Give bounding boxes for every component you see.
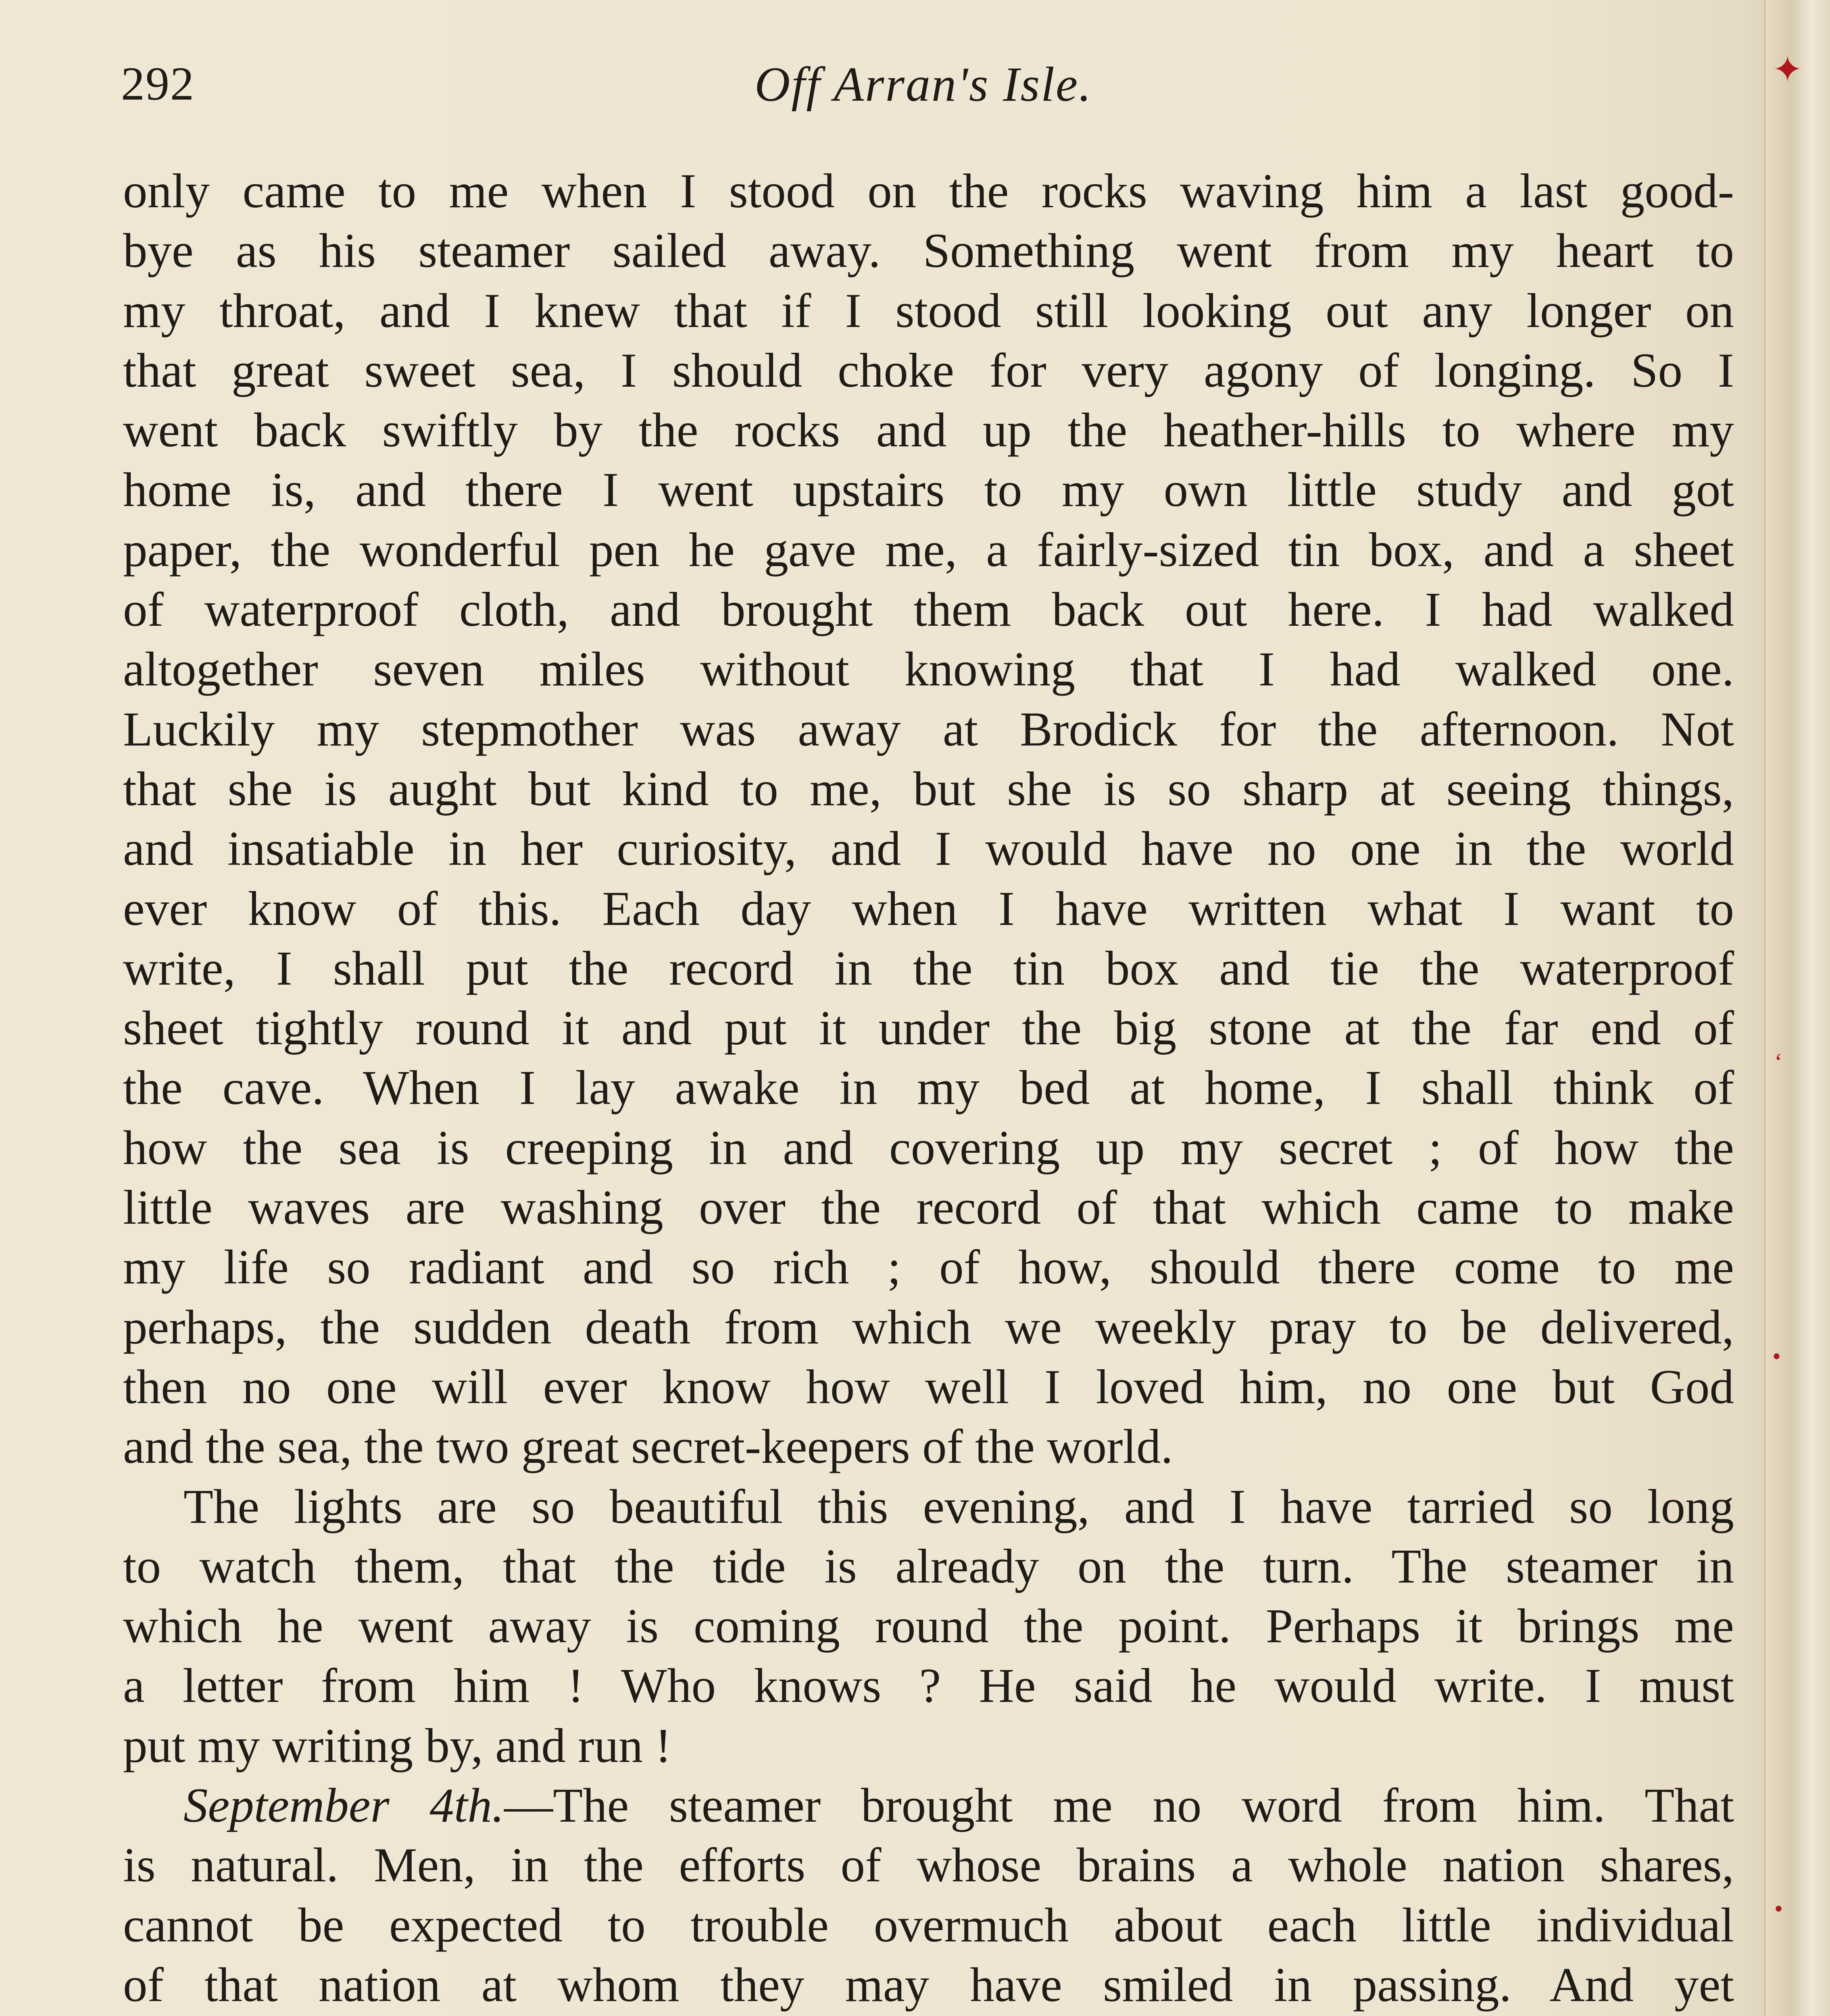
- line-text: the cave. When I lay awake in my bed at home, I shall think of: [123, 1061, 1734, 1115]
- text-line: [123, 1058, 1734, 1118]
- text-line: [123, 1716, 1734, 1776]
- line-text: only came to me when I stood on the rocks waving him a last good-: [123, 164, 1734, 218]
- line-text: and the sea, the two great secret-keepers of the world.: [123, 1420, 1173, 1474]
- text-line: [123, 1776, 1734, 1835]
- line-text: altogether seven miles without knowing that I had walked one.: [123, 642, 1734, 697]
- line-text: little waves are washing over the record of that which came to make: [123, 1181, 1734, 1235]
- text-line: [123, 221, 1734, 281]
- red-ink-mark: •: [1772, 1343, 1781, 1370]
- line-text: perhaps, the sudden death from which we weekly pray to be delivered,: [123, 1300, 1734, 1354]
- line-text: cannot be expected to trouble overmuch about each little individual: [123, 1898, 1734, 1952]
- text-line: [123, 1835, 1734, 1895]
- text-line: [123, 460, 1734, 520]
- line-text: a letter from him ! Who knows ? He said he would write. I must: [123, 1659, 1734, 1713]
- line-text: sheet tightly round it and put it under the big stone at the far end of: [123, 1001, 1734, 1056]
- line-text: write, I shall put the record in the tin box and tie the waterproof: [123, 941, 1734, 996]
- page-header: [121, 48, 1726, 129]
- text-line: [123, 1537, 1734, 1596]
- text-line: [123, 1237, 1734, 1297]
- text-line: [123, 341, 1734, 400]
- text-line: [123, 939, 1734, 998]
- text-line: [123, 759, 1734, 819]
- line-text: then no one will ever know how well I loved him, no one but God: [123, 1360, 1734, 1414]
- red-ink-mark: ‘: [1774, 1049, 1782, 1075]
- text-line: [123, 1596, 1734, 1656]
- text-line: [123, 1357, 1734, 1417]
- text-line: [123, 1895, 1734, 1955]
- page-gutter: [1764, 0, 1830, 2016]
- text-line: [123, 1118, 1734, 1178]
- line-text: that great sweet sea, I should choke for very agony of longing. So I: [123, 343, 1734, 398]
- line-text: my throat, and I knew that if I stood still looking out any longer on: [123, 283, 1734, 338]
- running-title: Off Arran's Isle.: [755, 57, 1092, 112]
- line-text: home is, and there I went upstairs to my own little study and got: [123, 463, 1734, 517]
- line-text: paper, the wonderful pen he gave me, a fairly-sized tin box, and a sheet: [123, 523, 1734, 577]
- line-text: of that nation at whom they may have smiled in passing. And yet: [123, 1958, 1734, 2012]
- line-text: —The steamer brought me no word from him. That: [504, 1779, 1734, 1833]
- line-text: ever know of this. Each day when I have written what I want to: [123, 881, 1734, 936]
- text-line: [123, 1417, 1734, 1477]
- red-ink-mark: ✦: [1772, 50, 1803, 90]
- text-line: [123, 1178, 1734, 1237]
- line-text: how the sea is creeping in and covering up my secret ; of how the: [123, 1120, 1734, 1175]
- text-line: [123, 1955, 1734, 2015]
- text-line: [123, 998, 1734, 1058]
- text-line: [123, 281, 1734, 341]
- line-text: which he went away is coming round the point. Perhaps it brings me: [123, 1599, 1734, 1654]
- page-number: 292: [121, 57, 195, 110]
- text-line: [123, 1656, 1734, 1716]
- text-line: [123, 700, 1734, 759]
- text-line: [123, 819, 1734, 879]
- text-line: [123, 580, 1734, 639]
- text-line: [123, 161, 1734, 221]
- entry-date: September 4th.: [183, 1779, 504, 1833]
- line-text: is natural. Men, in the efforts of whose brains a whole nation shares,: [123, 1838, 1734, 1893]
- line-text: bye as his steamer sailed away. Something went from my heart to: [123, 224, 1734, 278]
- line-text: Luckily my stepmother was away at Brodick for the afternoon. Not: [123, 702, 1734, 756]
- line-text: my life so radiant and so rich ; of how, should there come to me: [123, 1240, 1734, 1295]
- body-text: [123, 161, 1734, 2016]
- text-line: [123, 879, 1734, 939]
- text-line: [123, 400, 1734, 460]
- line-text: went back swiftly by the rocks and up the heather-hills to where my: [123, 403, 1734, 458]
- text-line: [123, 1297, 1734, 1357]
- line-text: of waterproof cloth, and brought them back out here. I had walked: [123, 583, 1734, 637]
- text-line: [123, 639, 1734, 699]
- line-text: put my writing by, and run !: [123, 1718, 671, 1773]
- line-text: that she is aught but kind to me, but she is so sharp at seeing things,: [123, 762, 1734, 816]
- line-text: The lights are so beautiful this evening, and I have tarried so long: [183, 1479, 1734, 1534]
- text-line: [123, 1477, 1734, 1537]
- red-ink-mark: •: [1774, 1895, 1783, 1922]
- line-text: to watch them, that the tide is already on the turn. The steamer in: [123, 1539, 1734, 1593]
- text-line: [123, 520, 1734, 580]
- line-text: and insatiable in her curiosity, and I would have no one in the world: [123, 822, 1734, 876]
